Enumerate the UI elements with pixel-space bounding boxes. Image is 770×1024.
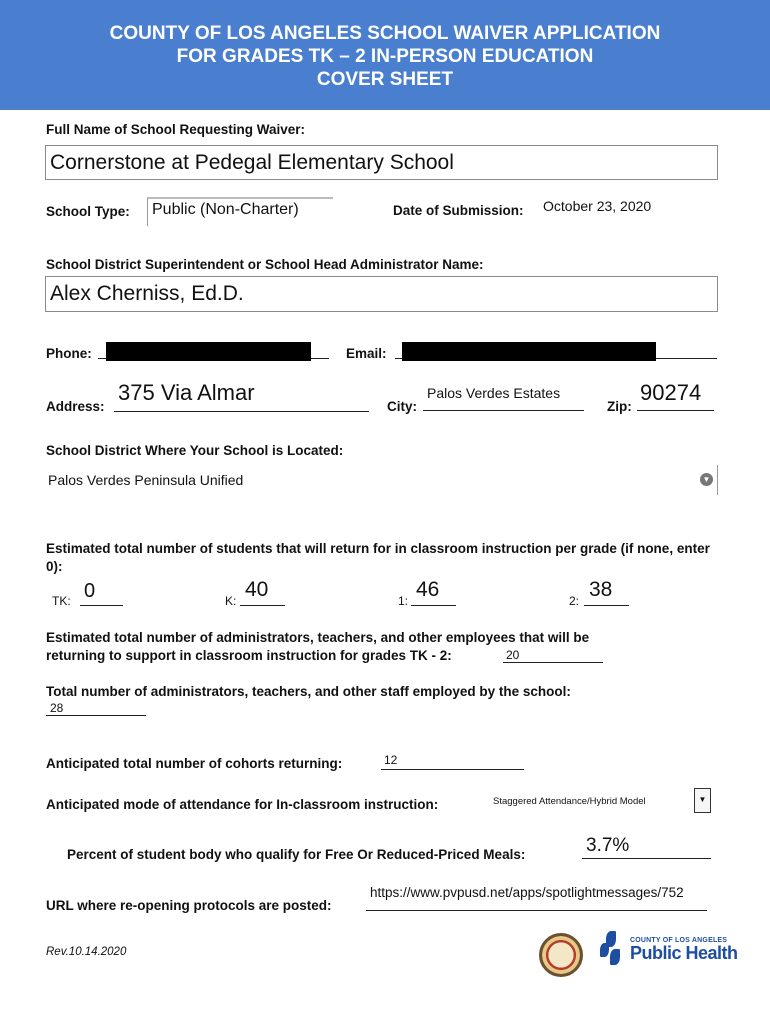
submission-date-label: Date of Submission: (393, 203, 524, 218)
grade2-underline (584, 605, 629, 606)
meals-underline (582, 858, 711, 859)
cohorts-label: Anticipated total number of cohorts returning: (46, 756, 343, 771)
staff-returning-field[interactable]: 20 (506, 648, 520, 662)
staff-returning-label-line2: returning to support in classroom instruction for grades TK - 2: (46, 648, 452, 663)
header-title-line2: FOR GRADES TK – 2 IN-PERSON EDUCATION (176, 46, 594, 67)
staff-returning-label-line1: Estimated total number of administrators, teachers, and other employees that will be (46, 630, 590, 645)
logo-county-text: COUNTY OF LOS ANGELES (630, 936, 728, 944)
zip-field[interactable]: 90274 (640, 380, 702, 405)
staff-total-label: Total number of administrators, teachers, and other staff employed by the school: (46, 684, 571, 699)
city-underline (423, 410, 584, 411)
revision-text: Rev.10.14.2020 (46, 946, 127, 958)
phone-label: Phone: (46, 346, 92, 361)
school-type-label: School Type: (46, 204, 130, 219)
administrator-name-field[interactable]: Alex Cherniss, Ed.D. (45, 276, 718, 312)
cohorts-field[interactable]: 12 (384, 753, 398, 767)
school-type-select-border (147, 197, 333, 198)
header-title-line1: COUNTY OF LOS ANGELES SCHOOL WAIVER APPLICATION (109, 23, 661, 44)
submission-date-field[interactable]: October 23, 2020 (543, 198, 652, 214)
tk-underline (80, 605, 123, 606)
tk-label: TK: (52, 594, 71, 608)
grade2-label: 2: (569, 594, 580, 608)
zip-label: Zip: (607, 399, 632, 414)
logo-public-health-text: Public Health (630, 942, 738, 963)
students-label: Estimated total number of students that will return for in classroom instruction per grade (if none, enter 0): (46, 541, 710, 574)
dropdown-circle-icon[interactable]: ▼ (700, 473, 713, 486)
k-underline (240, 605, 285, 606)
public-health-logo (600, 931, 738, 967)
email-label: Email: (346, 346, 387, 361)
address-label: Address: (46, 399, 105, 414)
grade2-students-field[interactable]: 38 (589, 578, 613, 601)
k-label: K: (225, 594, 237, 608)
meals-label: Percent of student body who qualify for Free Or Reduced-Priced Meals: (67, 847, 526, 862)
zip-underline (637, 410, 714, 411)
header-title-line3: COVER SHEET (316, 69, 454, 90)
cohorts-underline (381, 769, 524, 770)
phone-redaction (106, 342, 311, 361)
address-underline (114, 411, 369, 412)
protocols-url-field[interactable]: https://www.pvpusd.net/apps/spotlightmessages/752 (370, 885, 684, 900)
county-seal-icon (539, 933, 583, 977)
attendance-mode-label: Anticipated mode of attendance for In-classroom instruction: (46, 797, 439, 812)
address-field[interactable]: 375 Via Almar (118, 380, 255, 405)
protocols-url-underline (366, 910, 707, 911)
k-students-field[interactable]: 40 (245, 578, 269, 601)
city-field[interactable]: Palos Verdes Estates (427, 385, 561, 401)
protocols-url-label: URL where re-opening protocols are posted: (46, 898, 332, 913)
grade1-label: 1: (398, 594, 409, 608)
staff-returning-underline (503, 662, 603, 663)
staff-total-field[interactable]: 28 (50, 701, 64, 715)
school-name-field[interactable]: Cornerstone at Pedegal Elementary School (45, 145, 718, 180)
district-select-edge (717, 465, 718, 495)
email-redaction (402, 342, 656, 361)
school-name-label: Full Name of School Requesting Waiver: (46, 122, 306, 137)
public-health-mark-icon (600, 931, 626, 967)
tk-students-field[interactable]: 0 (84, 580, 96, 602)
grade1-underline (411, 605, 456, 606)
district-select[interactable]: Palos Verdes Peninsula Unified (48, 472, 244, 488)
city-label: City: (387, 399, 417, 414)
administrator-label: School District Superintendent or School Head Administrator Name: (46, 257, 484, 272)
grade1-students-field[interactable]: 46 (416, 578, 440, 601)
school-type-select[interactable]: Public (Non-Charter) (147, 198, 333, 226)
dropdown-square-icon[interactable]: ▼ (694, 788, 711, 813)
form-header (0, 0, 770, 110)
meals-field[interactable]: 3.7% (586, 835, 630, 856)
district-label: School District Where Your School is Located: (46, 443, 344, 458)
attendance-mode-select[interactable]: Staggered Attendance/Hybrid Model (493, 796, 646, 807)
staff-total-underline (46, 715, 146, 716)
